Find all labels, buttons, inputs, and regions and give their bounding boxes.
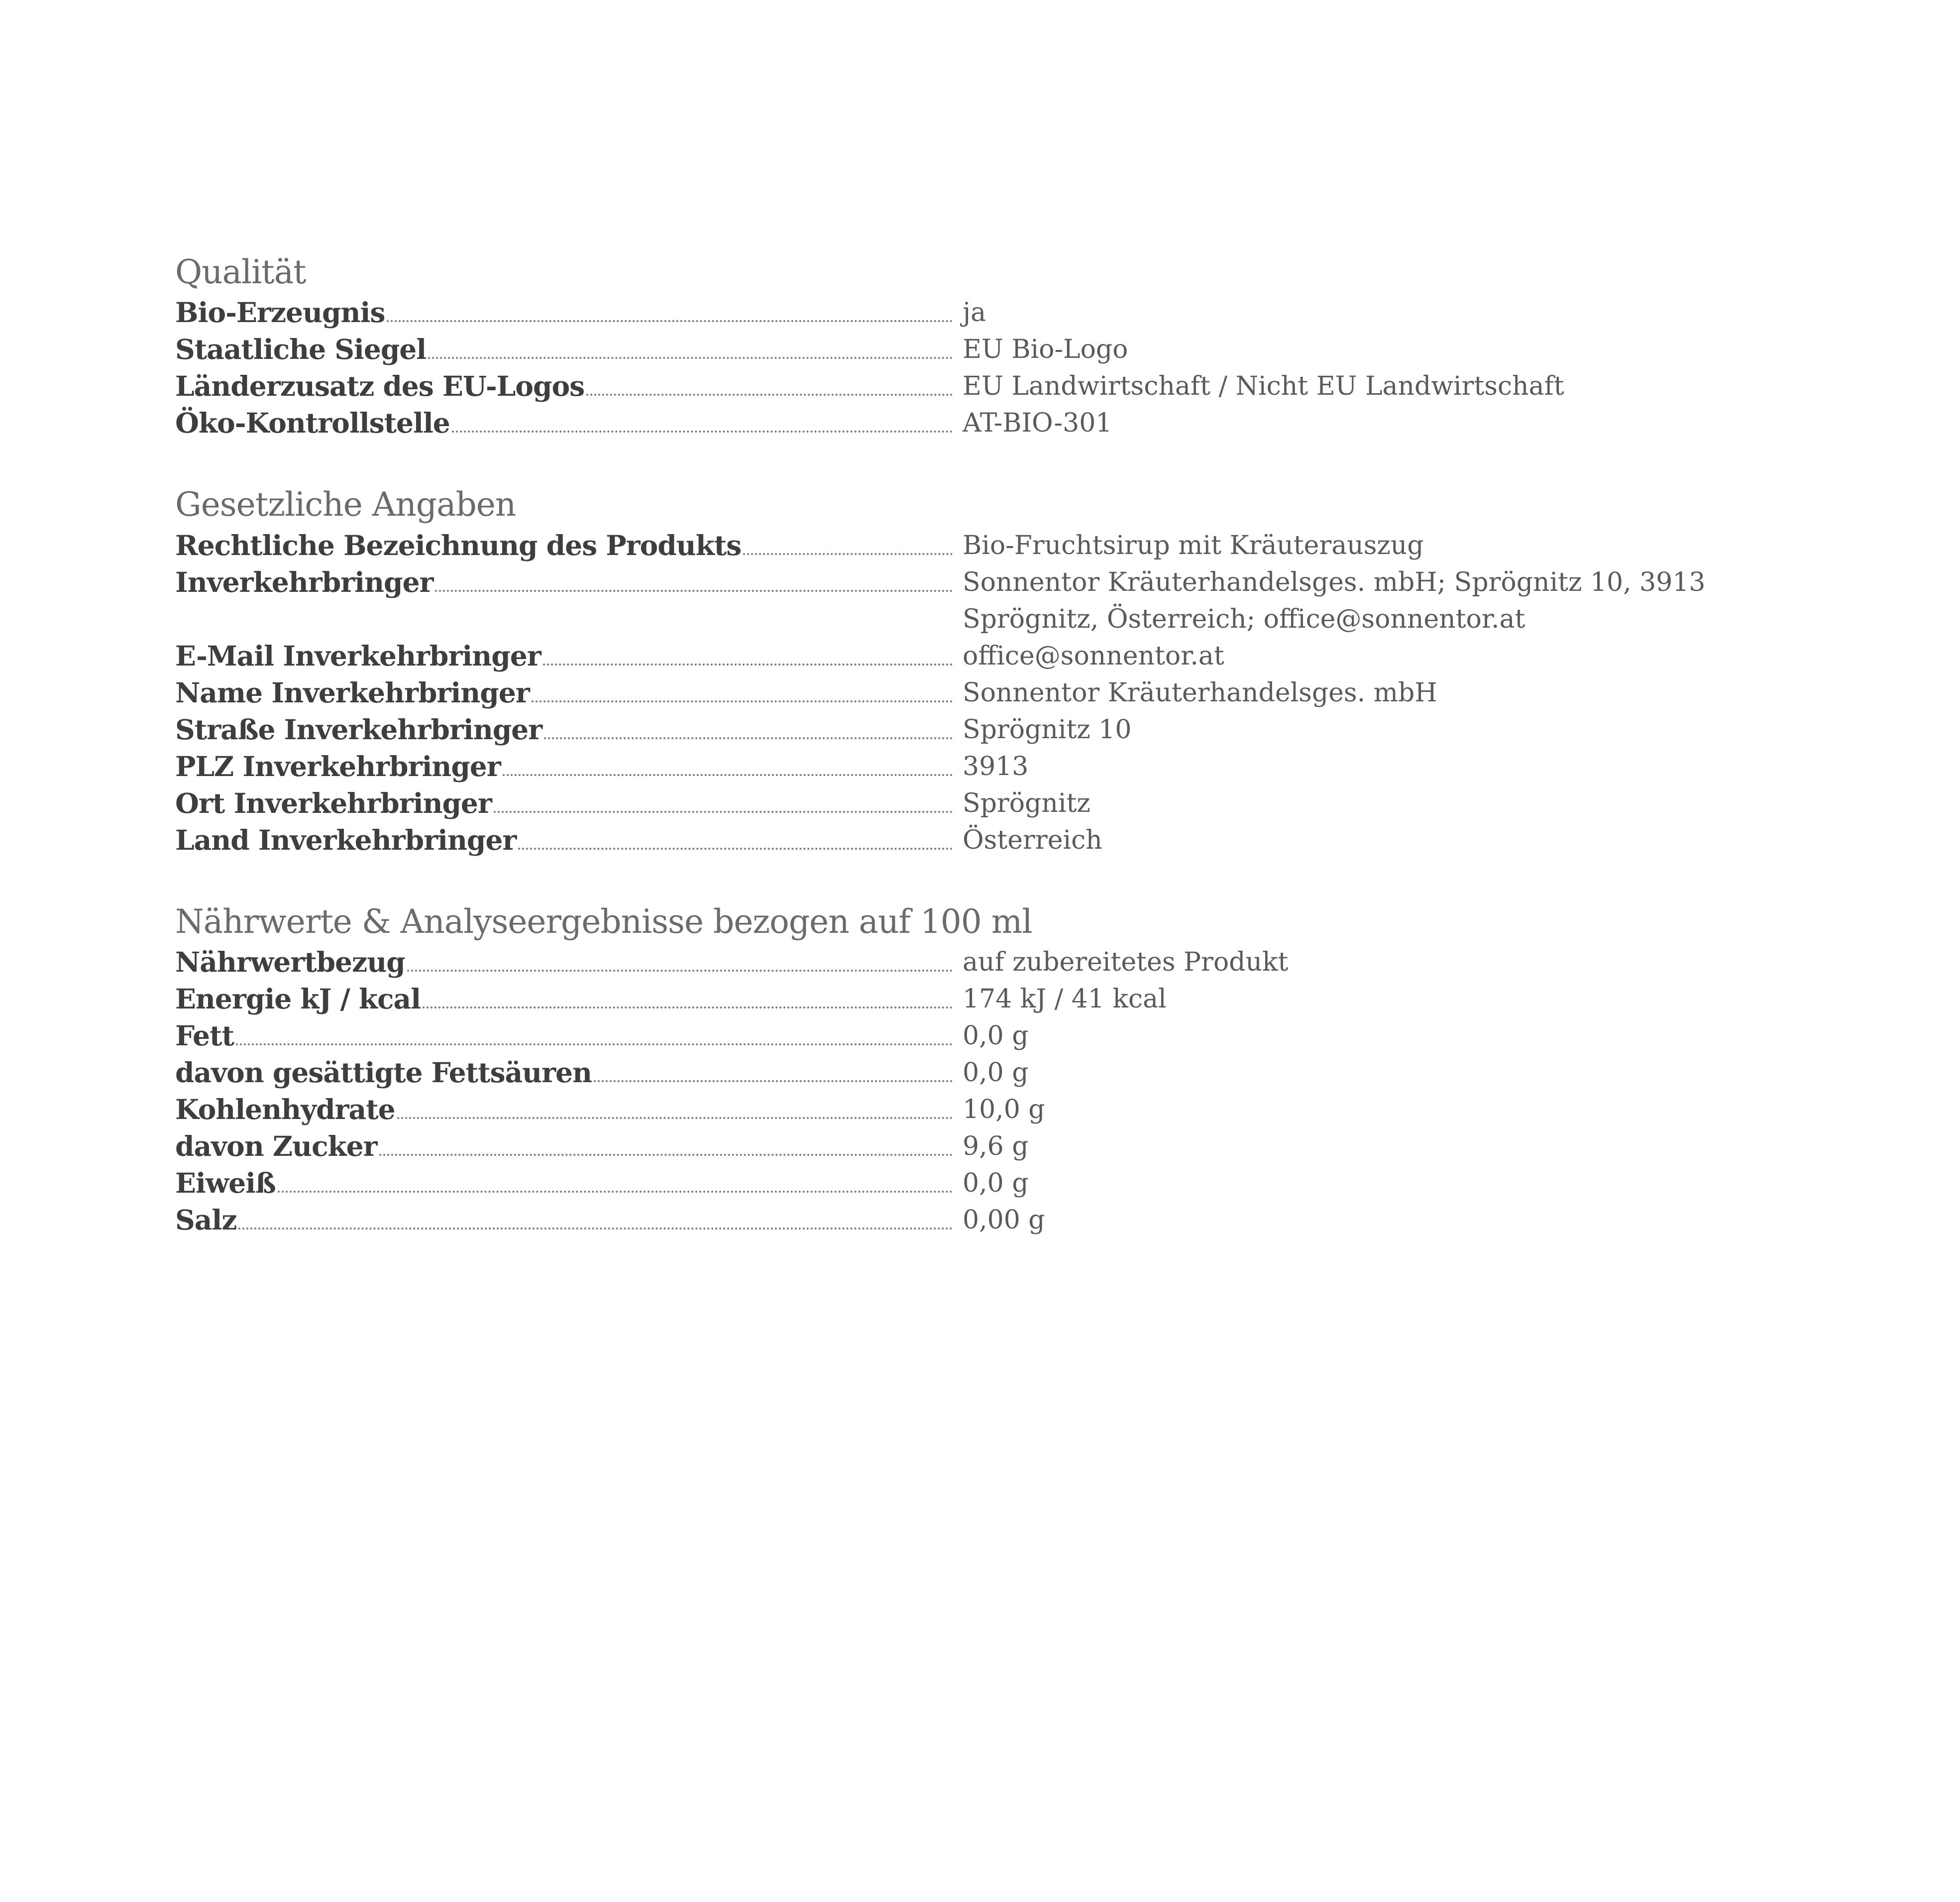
spec-value: 174 kJ / 41 kcal: [963, 984, 1167, 1014]
spec-value: EU Landwirtschaft / Nicht EU Landwirtschaft: [963, 371, 1564, 402]
spec-row-plz-inverkehrbringer: [175, 748, 1818, 785]
spec-value: 10,0 g: [963, 1094, 1045, 1124]
spec-row-laenderzusatz: [175, 368, 1818, 405]
spec-row-gesaettigte-fettsaeuren: [175, 1054, 1818, 1091]
spec-label: Bio-Erzeugnis: [175, 296, 385, 329]
spec-label: Nährwertbezug: [175, 945, 405, 978]
spec-label: Kohlenhydrate: [175, 1093, 395, 1125]
dot-leader: [594, 1080, 953, 1082]
spec-value: 0,0 g: [963, 1020, 1029, 1051]
spec-row-oeko-kontrollstelle: [175, 405, 1818, 442]
dot-leader: [532, 700, 953, 702]
dot-leader: [494, 811, 953, 813]
dot-leader: [743, 553, 953, 555]
section-gesetzliche-angaben: [175, 487, 1818, 858]
spec-value: auf zubereitetes Produkt: [963, 947, 1289, 977]
spec-row-inverkehrbringer: [175, 564, 1818, 638]
spec-value: Bio-Fruchtsirup mit Kräuterauszug: [963, 530, 1424, 560]
dot-leader: [503, 774, 953, 776]
spec-label: Staatliche Siegel: [175, 333, 427, 366]
spec-row-bio-erzeugnis: [175, 294, 1818, 331]
spec-value: EU Bio-Logo: [963, 335, 1128, 365]
spec-row-naehrwertbezug: [175, 944, 1818, 981]
spec-row-email-inverkehrbringer: [175, 638, 1818, 674]
spec-row-eiweiss: [175, 1165, 1818, 1202]
spec-value: Österreich: [963, 825, 1102, 855]
spec-row-land-inverkehrbringer: [175, 822, 1818, 859]
spec-label: Öko-Kontrollstelle: [175, 407, 450, 440]
dot-leader: [586, 394, 953, 396]
spec-row-staatliche-siegel: [175, 331, 1818, 368]
spec-row-fett: [175, 1017, 1818, 1054]
section-title: Nährwerte & Analyseergebnisse bezogen auf 100 ml: [175, 902, 1032, 941]
spec-label: Energie kJ / kcal: [175, 982, 421, 1015]
spec-row-rechtliche-bezeichnung: [175, 527, 1818, 564]
spec-row-energie: [175, 981, 1818, 1017]
spec-label: Straße Inverkehrbringer: [175, 713, 543, 746]
section-naehrwerte: [175, 904, 1818, 1238]
spec-row-zucker: [175, 1128, 1818, 1165]
spec-value: Sprögnitz: [963, 788, 1090, 818]
spec-label: davon Zucker: [175, 1129, 377, 1162]
spec-value: 3913: [963, 751, 1029, 782]
spec-label: Name Inverkehrbringer: [175, 676, 530, 709]
spec-label: Länderzusatz des EU-Logos: [175, 370, 585, 403]
section-title: Qualität: [175, 253, 306, 291]
spec-value: 9,6 g: [963, 1131, 1029, 1161]
spec-label: Land Inverkehrbringer: [175, 823, 517, 856]
dot-leader: [543, 664, 953, 666]
spec-row-kohlenhydrate: [175, 1091, 1818, 1128]
spec-value: office@sonnentor.at: [963, 641, 1224, 671]
spec-label: Eiweiß: [175, 1166, 276, 1199]
dot-leader: [423, 1007, 953, 1008]
spec-row-strasse-inverkehrbringer: [175, 711, 1818, 748]
spec-row-ort-inverkehrbringer: [175, 785, 1818, 822]
dot-leader: [238, 1228, 953, 1230]
dot-leader: [544, 737, 953, 739]
spec-value: 0,0 g: [963, 1168, 1029, 1198]
spec-value: Sonnentor Kräuterhandelsges. mbH: [963, 677, 1437, 708]
spec-label: E-Mail Inverkehrbringer: [175, 639, 541, 672]
dot-leader: [452, 431, 953, 433]
dot-leader: [397, 1117, 953, 1119]
spec-value: ja: [963, 298, 986, 328]
section-qualitaet: [175, 255, 1818, 442]
spec-label: PLZ Inverkehrbringer: [175, 750, 501, 783]
dot-leader: [428, 357, 953, 359]
spec-row-salz: [175, 1202, 1818, 1238]
dot-leader: [379, 1154, 953, 1156]
spec-value: 0,00 g: [963, 1205, 1045, 1235]
dot-leader: [236, 1043, 953, 1045]
spec-label: Ort Inverkehrbringer: [175, 786, 492, 819]
dot-leader: [387, 320, 953, 322]
spec-row-name-inverkehrbringer: [175, 674, 1818, 711]
spec-label: Rechtliche Bezeichnung des Produkts: [175, 529, 742, 561]
dot-leader: [407, 970, 953, 972]
spec-value: Sprögnitz 10: [963, 714, 1132, 745]
dot-leader: [278, 1191, 953, 1193]
spec-value: Sonnentor Kräuterhandelsges. mbH; Sprögnitz 10, 3913 Sprögnitz, Österreich; office@sonnentor.at: [963, 567, 1706, 634]
spec-label: davon gesättigte Fettsäuren: [175, 1056, 592, 1089]
product-spec-sheet: [175, 255, 1818, 1284]
spec-label: Fett: [175, 1019, 234, 1052]
dot-leader: [435, 590, 953, 592]
spec-value: AT-BIO-301: [963, 408, 1112, 439]
section-title: Gesetzliche Angaben: [175, 485, 516, 524]
spec-label: Inverkehrbringer: [175, 565, 434, 598]
dot-leader: [518, 848, 953, 850]
spec-label: Salz: [175, 1203, 237, 1236]
spec-value: 0,0 g: [963, 1057, 1029, 1088]
